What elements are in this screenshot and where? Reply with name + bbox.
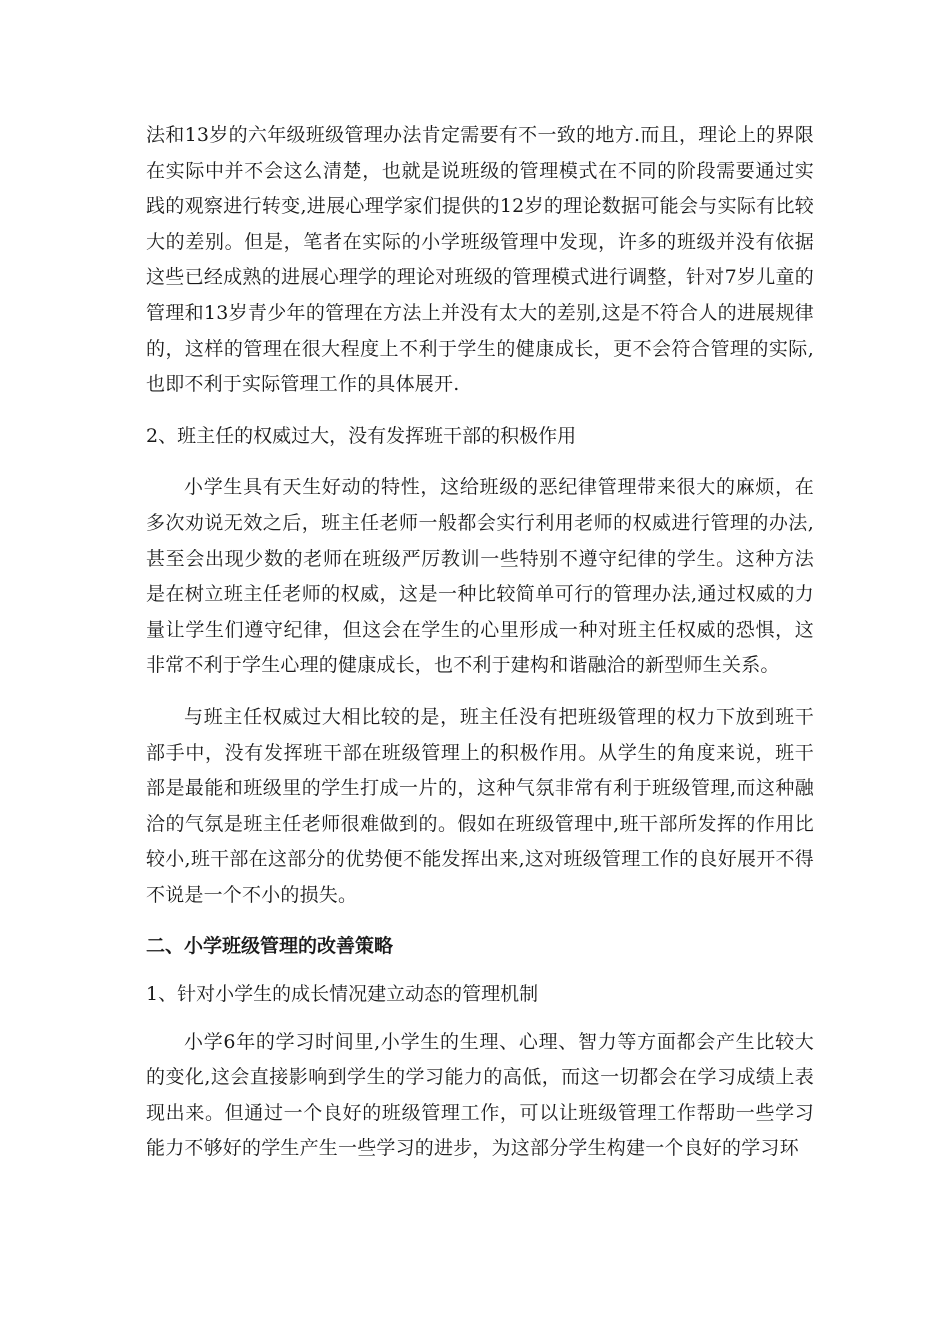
paragraph-developmental-stages: 法和13岁的六年级班级管理办法肯定需要有不一致的地方.而且，理论上的界限在实际中并不会这么清楚，也就是说班级的管理模式在不同的阶段需要通过实践的观察进行转变,进展心理学家们提供的12岁的理论数据可能会与实际有比较大的差别。但是，笔者在实际的小学班级管理中发现，许多的班级并没有依据这些已经成熟的进展心理学的理论对班级的管理模式进行调整，针对7岁儿童的管理和13岁青少年的管理在方法上并没有太大的差别,这是不符合人的进展规律的，这样的管理在很大程度上不利于学生的健康成长，更不会符合管理的实际,也即不利于实际管理工作的具体展开. <box>146 124 814 396</box>
subheading-dynamic-management: 1、针对小学生的成长情况建立动态的管理机制 <box>146 983 539 1006</box>
paragraph-class-cadres: 与班主任权威过大相比较的是，班主任没有把班级管理的权力下放到班干部手中，没有发挥班干部在班级管理上的积极作用。从学生的角度来说，班干部是最能和班级里的学生打成一片的，这种气氛非常有利于班级管理,而这种融洽的气氛是班主任老师很难做到的。假如在班级管理中,班干部所发挥的作用比较小,班干部在这部分的优势便不能发挥出来,这对班级管理工作的良好展开不得不说是一个不小的损失。 <box>146 705 814 906</box>
document-page <box>146 118 814 1167</box>
paragraph-dynamic-management: 小学6年的学习时间里,小学生的生理、心理、智力等方面都会产生比较大的变化,这会直接影响到学生的学习能力的高低，而这一切都会在学习成绩上表现出来。但通过一个良好的班级管理工作，可以让班级管理工作帮助一些学习能力不够好的学生产生一些学习的进步，为这部分学生构建一个良好的学习环 <box>146 1030 814 1160</box>
section-heading-improvement-strategies: 二、小学班级管理的改善策略 <box>146 935 394 958</box>
subheading-teacher-authority: 2、班主任的权威过大，没有发挥班干部的积极作用 <box>146 424 577 447</box>
paragraph-teacher-authority: 小学生具有天生好动的特性，这给班级的恶纪律管理带来很大的麻烦，在多次劝说无效之后，班主任老师一般都会实行利用老师的权威进行管理的办法,甚至会出现少数的老师在班级严厉教训一些特别不遵守纪律的学生。这种方法是在树立班主任老师的权威，这是一种比较简单可行的管理办法,通过权威的力量让学生们遵守纪律，但这会在学生的心里形成一种对班主任权威的恐惧，这非常不利于学生心理的健康成长，也不利于建构和谐融洽的新型师生关系。 <box>146 476 814 677</box>
